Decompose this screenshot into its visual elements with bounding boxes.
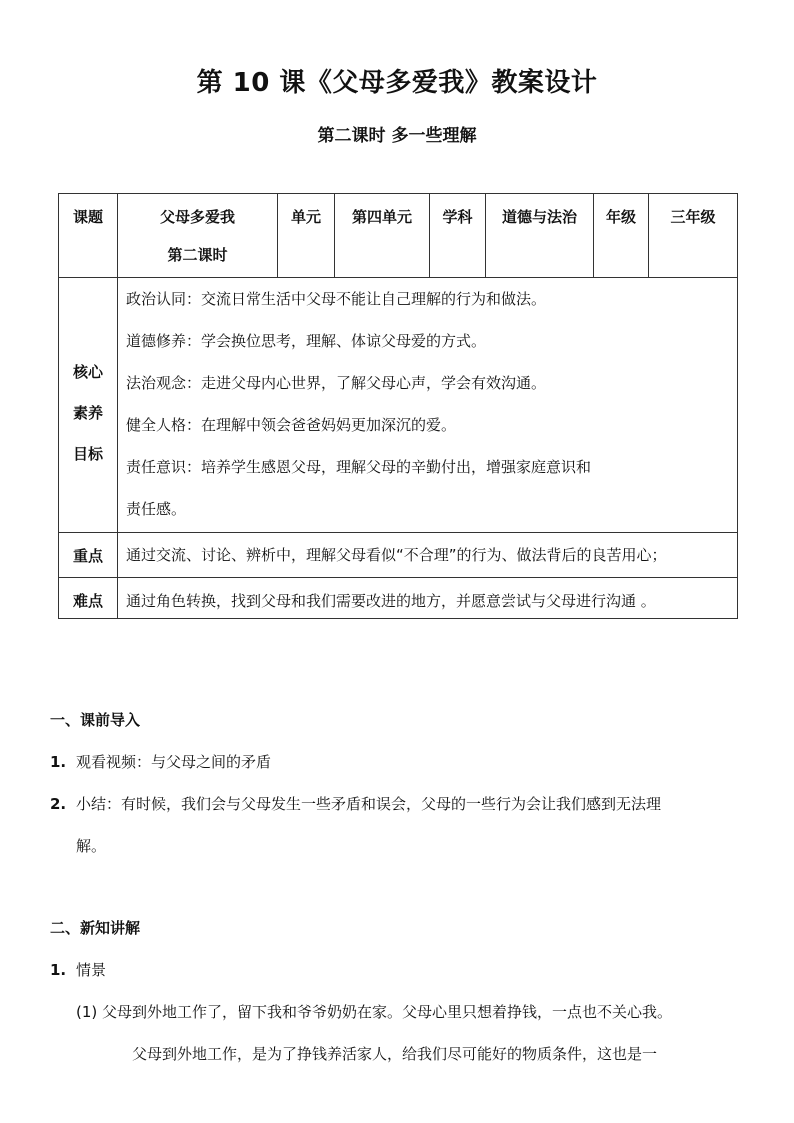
grade-value-cell: 三年级 <box>649 194 738 278</box>
goals-label-cell <box>59 278 118 533</box>
body-paragraph: 父母到外地工作，是为了挣钱养活家人，给我们尽可能好的物质条件，这也是一 <box>132 1045 658 1063</box>
unit-value-cell: 第四单元 <box>335 194 430 278</box>
section-heading-new-knowledge: 二、新知讲解 <box>50 919 141 937</box>
goal-line: 政治认同：交流日常生活中父母不能让自己理解的行为和做法。 <box>126 290 547 308</box>
list-item-text: 情景 <box>76 961 107 979</box>
section-heading-intro: 一、课前导入 <box>50 711 141 729</box>
list-number: 2. <box>50 795 67 813</box>
list-item-text: 小结：有时候，我们会与父母发生一些矛盾和误会，父母的一些行为会让我们感到无法理 <box>76 795 662 813</box>
topic-period: 第二课时 <box>167 246 228 264</box>
goal-line: 责任意识：培养学生感恩父母，理解父母的辛勤付出，增强家庭意识和 <box>126 458 592 476</box>
list-item-continuation: 解。 <box>76 837 107 855</box>
goal-line: 健全人格：在理解中领会爸爸妈妈更加深沉的爱。 <box>126 416 457 434</box>
list-item <box>50 793 661 814</box>
subject-value-cell: 道德与法治 <box>486 194 594 278</box>
document-subtitle: 第二课时 多一些理解 <box>317 126 477 146</box>
scenario-item: (1) 父母到外地工作了，留下我和爷爷奶奶在家。父母心里只想着挣钱，一点也不关心我。 <box>76 1003 673 1021</box>
unit-label-cell: 单元 <box>278 194 335 278</box>
key-point-label-cell: 重点 <box>59 533 118 578</box>
table-header-row <box>59 194 738 278</box>
goal-line: 责任感。 <box>126 500 187 518</box>
key-point-row <box>59 533 738 578</box>
difficulty-content-cell: 通过角色转换，找到父母和我们需要改进的地方，并愿意尝试与父母进行沟通 。 <box>118 578 738 619</box>
goals-label-line: 素养 <box>72 404 103 422</box>
difficulty-row <box>59 578 738 619</box>
goals-row <box>59 278 738 533</box>
list-item-text: 观看视频：与父母之间的矛盾 <box>76 753 272 771</box>
difficulty-label-cell: 难点 <box>59 578 118 619</box>
goals-label-line: 目标 <box>72 445 103 463</box>
list-item <box>50 751 271 772</box>
subject-label-cell: 学科 <box>430 194 486 278</box>
goal-line: 法治观念：走进父母内心世界，了解父母心声，学会有效沟通。 <box>126 374 547 392</box>
topic-label-cell: 课题 <box>59 194 118 278</box>
goals-label-line: 核心 <box>72 363 103 381</box>
topic-value-cell <box>118 194 278 278</box>
goals-content-cell <box>118 278 738 533</box>
goal-line: 道德修养：学会换位思考，理解、体谅父母爱的方式。 <box>126 332 487 350</box>
document-title: 第 10 课《父母多爱我》教案设计 <box>196 68 598 98</box>
list-number: 1. <box>50 753 67 771</box>
grade-label-cell: 年级 <box>594 194 649 278</box>
list-item <box>50 959 106 980</box>
topic-value: 父母多爱我 <box>159 208 235 226</box>
key-point-content-cell: 通过交流、讨论、辨析中，理解父母看似“不合理”的行为、做法背后的良苦用心； <box>118 533 738 578</box>
list-number: 1. <box>50 961 67 979</box>
lesson-info-table <box>58 193 738 619</box>
